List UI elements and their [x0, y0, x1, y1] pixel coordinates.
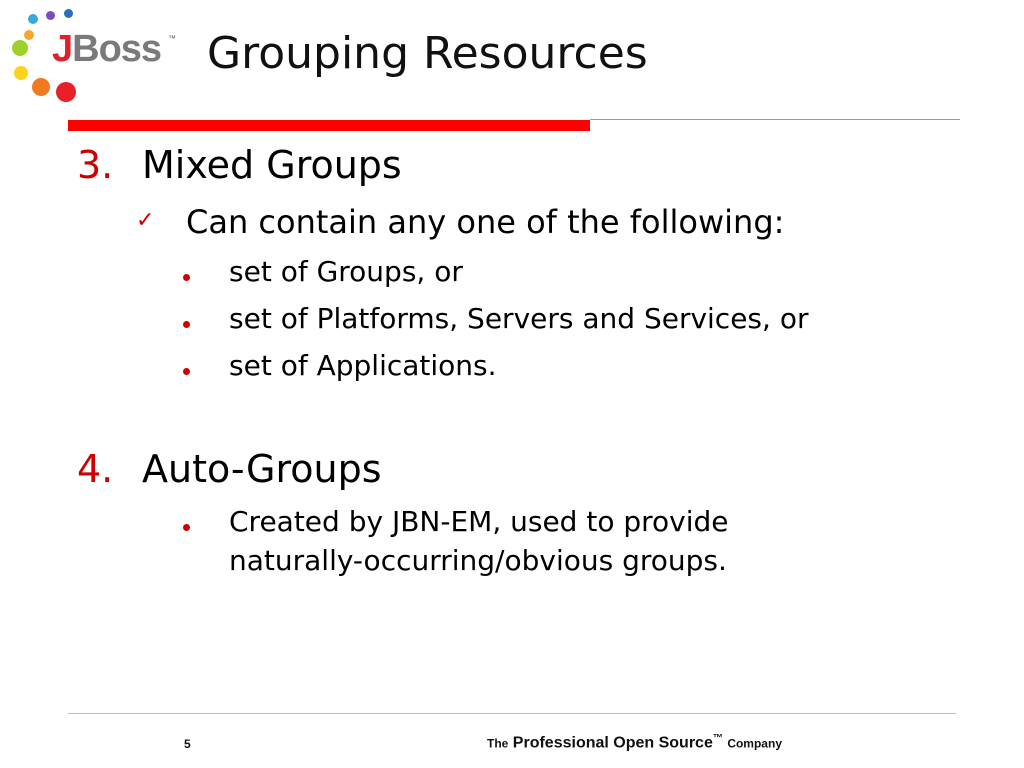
logo-j: J [52, 28, 73, 70]
bullet-icon [183, 321, 190, 328]
tagline-the: The [487, 736, 509, 751]
item-number: 4. [77, 447, 114, 491]
bullet-item-continuation: naturally-occurring/obvious groups. [229, 544, 727, 577]
bullet-item: set of Applications. [229, 349, 497, 382]
logo-boss: Boss [72, 28, 162, 70]
logo-dot [64, 9, 73, 18]
item-heading: Auto-Groups [142, 447, 382, 491]
bullet-item: set of Groups, or [229, 255, 463, 288]
logo-dot [56, 82, 76, 102]
tagline-company: Company [727, 736, 782, 751]
footer-rule [68, 713, 956, 714]
item-heading: Mixed Groups [142, 143, 402, 187]
bullet-icon [183, 274, 190, 281]
logo-dot [28, 14, 38, 24]
logo-dot [46, 11, 55, 20]
slide-title: Grouping Resources [207, 28, 648, 79]
item-number: 3. [77, 143, 114, 187]
bullet-icon [183, 368, 190, 375]
tagline-main: Professional Open Source [512, 734, 713, 752]
bullet-item: set of Platforms, Servers and Services, or [229, 302, 809, 335]
page-number: 5 [184, 737, 191, 751]
checkmark-icon: ✓ [136, 208, 155, 233]
logo-trademark: ™ [168, 34, 176, 43]
tagline-trademark: ™ [712, 733, 723, 744]
logo-dot [14, 66, 28, 80]
logo-dot [12, 40, 28, 56]
title-rule-red [68, 120, 590, 131]
footer-tagline [487, 733, 782, 752]
title-rule-gray [590, 119, 960, 120]
logo-dot [24, 30, 34, 40]
sub-point: Can contain any one of the following: [186, 203, 785, 241]
jboss-logo [6, 6, 196, 106]
logo-wordmark [52, 30, 161, 68]
logo-dot [32, 78, 50, 96]
bullet-item: Created by JBN-EM, used to provide [229, 505, 729, 538]
bullet-icon [183, 524, 190, 531]
